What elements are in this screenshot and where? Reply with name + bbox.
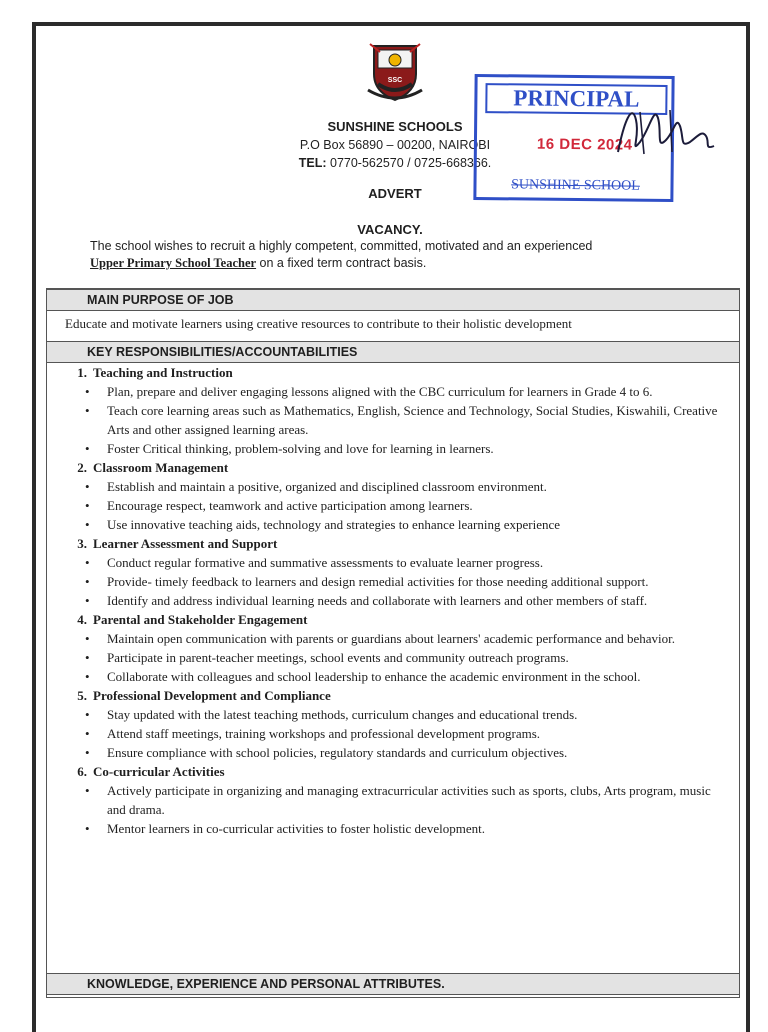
main-purpose-text: Educate and motivate learners using creative resources to contribute to their holistic development [65, 316, 572, 331]
bullet-list [61, 477, 731, 534]
school-crest-icon [364, 40, 426, 104]
list-item: • Collaborate with colleagues and school leadership to enhance the academic environment in the school. [61, 667, 731, 686]
responsibility-section [61, 458, 731, 534]
section-title: Classroom Management [93, 460, 229, 475]
section-title: Teaching and Instruction [93, 365, 233, 380]
job-description-table [46, 288, 740, 998]
responsibilities-heading: KEY RESPONSIBILITIES/ACCOUNTABILITIES [47, 341, 739, 363]
school-name: SUNSHINE SCHOOLS [327, 119, 463, 134]
bullet-list [61, 382, 731, 458]
section-number: 4. [77, 612, 87, 627]
responsibilities-list [61, 363, 731, 838]
school-address: P.O Box 56890 – 00200, NAIROBI [299, 138, 491, 152]
stamp-organization: SUNSHINE SCHOOL [511, 177, 640, 194]
tel-label: TEL: [298, 156, 327, 170]
section-title: Parental and Stakeholder Engagement [93, 612, 308, 627]
list-item: • Provide- timely feedback to learners and design remedial activities for those needing additional support. [61, 572, 731, 591]
list-item: • Encourage respect, teamwork and active participation among learners. [61, 496, 731, 515]
list-item: • Attend staff meetings, training workshops and professional development programs. [61, 724, 731, 743]
list-item: • Foster Critical thinking, problem-solving and love for learning in learners. [61, 439, 731, 458]
responsibility-section [61, 762, 731, 838]
tel-numbers: 0770-562570 / 0725-668366. [330, 156, 492, 170]
responsibility-section-title [61, 363, 731, 382]
responsibility-section-title [61, 762, 731, 781]
stamp-title: PRINCIPAL [485, 83, 667, 115]
intro-text-after: on a fixed term contract basis. [256, 256, 427, 270]
main-purpose-heading: MAIN PURPOSE OF JOB [47, 289, 739, 311]
intro-text: The school wishes to recruit a highly competent, committed, motivated and an experienced [90, 239, 593, 253]
bullet-list [61, 629, 731, 686]
responsibility-section [61, 363, 731, 458]
intro-paragraph [90, 238, 710, 272]
responsibility-section-title [61, 458, 731, 477]
list-item: • Conduct regular formative and summative assessments to evaluate learner progress. [61, 553, 731, 572]
list-item: • Maintain open communication with parents or guardians about learners' academic performance and behavior. [61, 629, 731, 648]
responsibility-section [61, 534, 731, 610]
section-number: 5. [77, 688, 87, 703]
list-item: • Plan, prepare and deliver engaging lessons aligned with the CBC curriculum for learners in Grade 4 to 6. [61, 382, 731, 401]
vacancy-title: VACANCY. [357, 222, 423, 237]
list-item: • Stay updated with the latest teaching methods, curriculum changes and educational trends. [61, 705, 731, 724]
list-item: • Ensure compliance with school policies, regulatory standards and curriculum objectives. [61, 743, 731, 762]
section-number: 6. [77, 764, 87, 779]
list-item: • Mentor learners in co-curricular activities to foster holistic development. [61, 819, 731, 838]
list-item: • Teach core learning areas such as Mathematics, English, Science and Technology, Social Studies, Kiswahili, Creative Arts and other assigned learning areas. [61, 401, 731, 439]
responsibility-section [61, 686, 731, 762]
list-item: • Participate in parent-teacher meetings, school events and community outreach programs. [61, 648, 731, 667]
bullet-list [61, 781, 731, 838]
list-item: • Establish and maintain a positive, organized and disciplined classroom environment. [61, 477, 731, 496]
section-title: Co-curricular Activities [93, 764, 225, 779]
advert-title: ADVERT [368, 186, 422, 201]
section-number: 3. [77, 536, 87, 551]
knowledge-heading: KNOWLEDGE, EXPERIENCE AND PERSONAL ATTRIBUTES. [47, 973, 739, 995]
list-item: • Use innovative teaching aids, technology and strategies to enhance learning experience [61, 515, 731, 534]
list-item: • Identify and address individual learning needs and collaborate with learners and other members of staff. [61, 591, 731, 610]
principal-signature [610, 92, 720, 172]
bullet-list [61, 705, 731, 762]
list-item: • Actively participate in organizing and managing extracurricular activities such as sports, clubs, Arts program, music and drama. [61, 781, 731, 819]
section-number: 1. [77, 365, 87, 380]
stamp-date: 16 DEC 2024 [536, 135, 633, 154]
section-title: Learner Assessment and Support [93, 536, 278, 551]
section-title: Professional Development and Compliance [93, 688, 331, 703]
bullet-list [61, 553, 731, 610]
position-title: Upper Primary School Teacher [90, 256, 257, 270]
responsibility-section-title [61, 610, 731, 629]
responsibility-section [61, 610, 731, 686]
section-number: 2. [77, 460, 87, 475]
responsibility-section-title [61, 686, 731, 705]
responsibility-section-title [61, 534, 731, 553]
crest-motto: SSC [387, 77, 403, 84]
